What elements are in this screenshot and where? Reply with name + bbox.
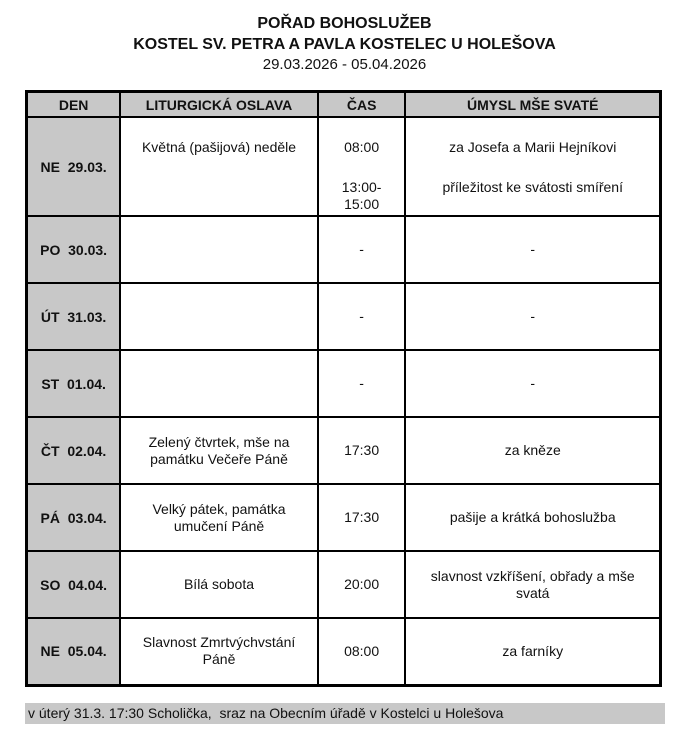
celebration-cell: Zelený čtvrtek, mše na památku Večeře Páně [120,417,318,484]
celebration-cell: Květná (pašijová) neděle [120,117,318,216]
time-value: 13:00-15:00 [341,179,382,212]
day-cell: PO 30.03. [27,216,121,283]
time-cell [318,350,406,417]
table-row [27,618,661,685]
day-cell: ČT 02.04. [27,417,121,484]
day-cell: PÁ 03.04. [27,484,121,551]
day-cell: ÚT 31.03. [27,283,121,350]
table-row [27,417,661,484]
intention-cell [405,417,660,484]
intention-value: - [530,241,536,257]
time-value: 08:00 [344,139,380,155]
intention-cell [405,484,660,551]
intention-value: za farníky [502,642,564,659]
table-row [27,484,661,551]
intention-value: slavnost vzkříšení, obřady a mše svatá [430,567,635,601]
day-cell: NE 29.03. [27,117,121,216]
table-row [27,551,661,618]
footer-note: v úterý 31.3. 17:30 Scholička, sraz na Obecním úřadě v Kostelci u Holešova [25,703,665,724]
celebration-cell: Bílá sobota [120,551,318,618]
time-value: - [359,241,364,257]
time-cell [318,417,406,484]
day-cell: ST 01.04. [27,350,121,417]
celebration-cell [120,283,318,350]
celebration-cell: Velký pátek, památka umučení Páně [120,484,318,551]
celebration-cell: Slavnost Zmrtvýchvstání Páně [120,618,318,685]
column-header-time: ČAS [318,92,406,118]
day-cell: NE 05.04. [27,618,121,685]
intention-cell [405,618,660,685]
time-value: 08:00 [344,642,380,659]
intention-value: za kněze [504,442,561,458]
time-value: 20:00 [344,576,380,592]
time-cell [318,283,406,350]
time-cell [318,618,406,685]
column-header-celebration: LITURGICKÁ OSLAVA [120,92,318,118]
time-cell [318,551,406,618]
table-header-row [27,92,661,118]
table-row [27,283,661,350]
intention-value: příležitost ke svátosti smíření [442,179,623,195]
time-cell [318,117,406,216]
time-value: 17:30 [344,442,380,458]
intention-cell [405,350,660,417]
date-range: 29.03.2026 - 05.04.2026 [262,56,427,73]
intention-value: - [530,308,536,324]
schedule-table [25,90,662,687]
intention-value: pašije a krátká bohoslužba [449,509,616,525]
intention-cell [405,117,660,216]
table-row [27,350,661,417]
intention-value: za Josefa a Marii Hejníkovi [449,139,617,155]
time-value: - [359,375,364,391]
intention-value: - [530,375,536,391]
intention-cell [405,551,660,618]
celebration-cell [120,350,318,417]
time-cell [318,216,406,283]
table-row [27,216,661,283]
church-name: KOSTEL SV. PETRA A PAVLA KOSTELEC U HOLEŠOVA [133,36,556,53]
day-cell: SO 04.04. [27,551,121,618]
time-value: 17:30 [344,509,380,525]
intention-cell [405,216,660,283]
celebration-cell [120,216,318,283]
table-row [27,117,661,216]
time-value: - [359,308,364,324]
document-header [0,13,689,75]
page-title: POŘAD BOHOSLUŽEB [257,15,432,32]
column-header-intention: ÚMYSL MŠE SVATÉ [405,92,660,118]
intention-cell [405,283,660,350]
time-cell [318,484,406,551]
column-header-day: DEN [27,92,121,118]
